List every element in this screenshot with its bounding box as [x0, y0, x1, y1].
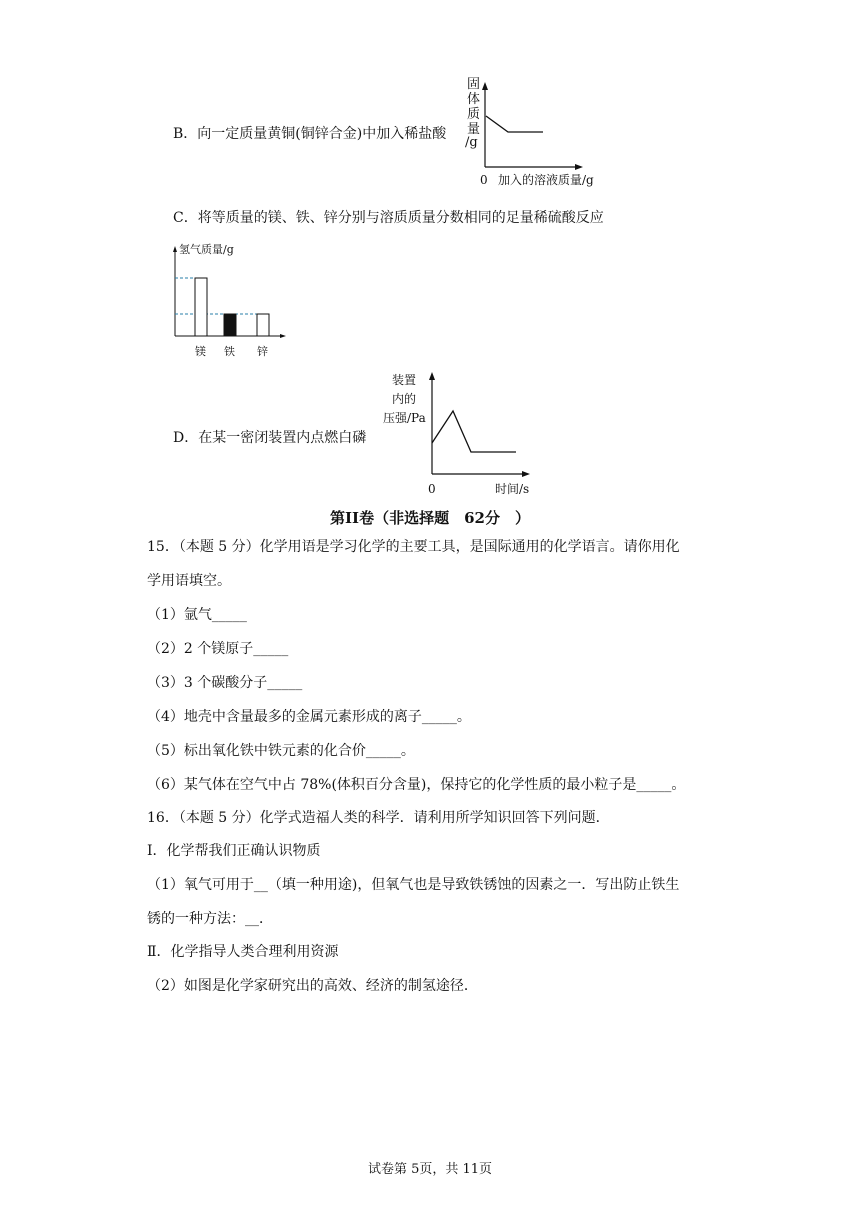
- b-ylabel-char: 质: [467, 107, 481, 122]
- q16-item1-line2: 锈的一种方法：__．: [147, 911, 273, 927]
- b-ylabel-char: /g: [465, 135, 478, 150]
- b-ylabel-char: 量: [467, 122, 481, 137]
- q15-item: （2）2 个镁原子_____: [147, 641, 289, 657]
- q15-item: （6）某气体在空气中占 78%(体积百分含量)，保持它的化学性质的最小粒子是_____。: [147, 777, 686, 793]
- c-category-label: 铁: [224, 345, 235, 358]
- q15-item: （3）3 个碳酸分子_____: [147, 675, 303, 691]
- c-x-arrow: [280, 334, 286, 338]
- d-ylabel-line: 装置: [392, 373, 417, 387]
- c-category-label: 锌: [257, 345, 268, 358]
- option-b-chart: [455, 72, 625, 196]
- option-d-chart: [380, 366, 540, 502]
- q16-item2: （2）如图是化学家研究出的高效、经济的制氢途径．: [147, 978, 478, 994]
- d-curve: [432, 411, 516, 452]
- page-footer: 试卷第 5页，共 11页: [367, 1162, 493, 1177]
- d-ylabel-line: 压强/Pa: [383, 411, 426, 425]
- d-x-arrow: [522, 471, 530, 477]
- c-y-arrow: [173, 246, 177, 252]
- b-ylabel-char: 固: [467, 77, 481, 92]
- option-c-chart: [168, 238, 298, 367]
- q16-intro: 16．（本题 5 分）化学式造福人类的科学．请利用所学知识回答下列问题．: [147, 810, 610, 826]
- b-origin: 0: [480, 173, 488, 187]
- c-category-label: 镁: [195, 345, 206, 358]
- section-title: 第II卷（非选择题 62分 ）: [330, 509, 530, 527]
- q16-item1-line1: （1）氧气可用于__（填一种用途)，但氧气也是导致铁锈蚀的因素之一．写出防止铁生: [147, 877, 680, 893]
- option-b-text: B．向一定质量黄铜(铜锌合金)中加入稀盐酸: [173, 126, 447, 142]
- b-x-arrow: [575, 164, 583, 170]
- d-ylabel-line: 内的: [392, 392, 417, 406]
- c-bar-mg: [195, 278, 207, 336]
- b-curve: [486, 116, 543, 132]
- d-xlabel: 时间/s: [495, 482, 530, 496]
- option-d-text: D．在某一密闭装置内点燃白磷: [173, 430, 367, 446]
- c-bar-fe: [224, 314, 236, 336]
- option-c-text: C．将等质量的镁、铁、锌分别与溶质质量分数相同的足量稀硫酸反应: [173, 210, 604, 226]
- b-xlabel: 加入的溶液质量/g: [498, 173, 594, 187]
- c-bar-zn: [257, 314, 269, 336]
- q15-intro-line1: 15．（本题 5 分）化学用语是学习化学的主要工具，是国际通用的化学语言。请你用化: [147, 539, 680, 555]
- q15-item: （5）标出氧化铁中铁元素的化合价_____。: [147, 743, 415, 759]
- q15-item: （4）地壳中含量最多的金属元素形成的离子_____。: [147, 709, 471, 725]
- b-y-arrow: [482, 82, 488, 90]
- d-origin: 0: [428, 482, 436, 496]
- q16-part1-heading: Ⅰ．化学帮我们正确认识物质: [147, 843, 321, 859]
- q15-item: （1）氩气_____: [147, 607, 247, 623]
- c-ylabel: 氢气质量/g: [179, 243, 234, 256]
- q15-intro-line2: 学用语填空。: [147, 573, 231, 589]
- q16-part2-heading: Ⅱ．化学指导人类合理利用资源: [147, 944, 339, 960]
- b-ylabel-char: 体: [467, 92, 481, 107]
- d-y-arrow: [429, 372, 435, 380]
